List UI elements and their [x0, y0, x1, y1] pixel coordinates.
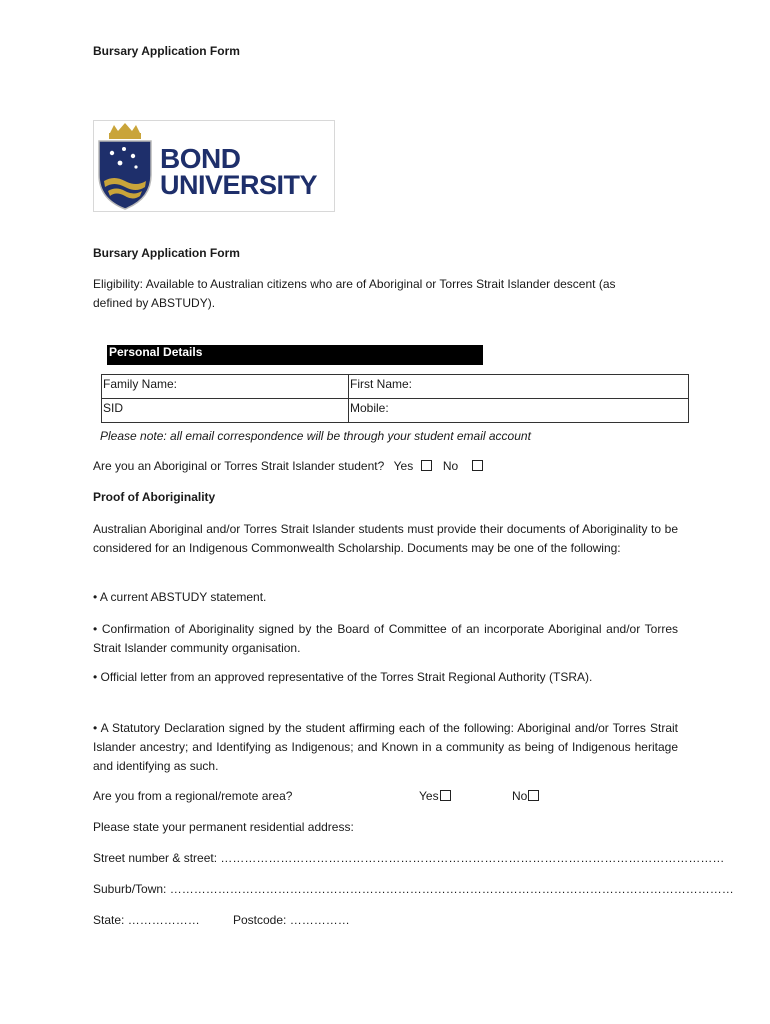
atsi-question-row [93, 459, 483, 473]
bullet-confirmation: • Confirmation of Aboriginality signed by the Board of Committee of an incorporate Aboriginal and/or Torres Strait Islander community organisation. [93, 622, 678, 655]
personal-details-label: Personal Details [109, 345, 203, 359]
regional-no-label: No [512, 789, 528, 803]
proof-heading: Proof of Aboriginality [93, 490, 216, 504]
atsi-yes-checkbox[interactable] [421, 460, 432, 471]
personal-details-table [101, 374, 689, 423]
eligibility-line-2: defined by ABSTUDY). [93, 296, 216, 310]
form-title: Bursary Application Form [93, 246, 240, 260]
bond-university-logo [93, 120, 335, 212]
proof-text: Australian Aboriginal and/or Torres Strait Islander students must provide their documents of Aboriginality to be considered for an Indigenous Commonwealth Scholarship. Documents may be one of the following: [93, 522, 678, 555]
bullet-tsra: • Official letter from an approved representative of the Torres Strait Regional Authority (TSRA). [93, 670, 593, 684]
atsi-no-label: No [442, 459, 459, 473]
header-title: Bursary Application Form [93, 44, 240, 58]
bullet-abstudy: • A current ABSTUDY statement. [93, 590, 267, 604]
regional-yes-label: Yes [419, 789, 439, 803]
first-name-field[interactable]: First Name: [349, 375, 689, 399]
suburb-field[interactable]: Suburb/Town: …………………………………………………………………………………………………………………………… [93, 882, 734, 896]
regional-yes-option [419, 789, 451, 803]
street-field[interactable]: Street number & street: ……………………………………………………………………………………………………………… [93, 851, 725, 865]
sid-field[interactable]: SID [102, 399, 349, 423]
atsi-question: Are you an Aboriginal or Torres Strait Islander student? [93, 459, 385, 473]
address-prompt: Please state your permanent residential address: [93, 820, 354, 834]
bullet-statutory-declaration: • A Statutory Declaration signed by the student affirming each of the following: Aboriginal and/or Torres Strait Islander ancestry; and Identifying as Indigenous; and Known in a community as being of Indigenous heritage and identifying as such. [93, 721, 678, 773]
email-note: Please note: all email correspondence will be through your student email account [100, 429, 531, 443]
regional-question: Are you from a regional/remote area? [93, 789, 293, 803]
postcode-field[interactable]: Postcode: …………… [233, 913, 350, 927]
personal-details-header [107, 345, 483, 365]
regional-no-option [512, 789, 539, 803]
state-field[interactable]: State: ……………… [93, 913, 200, 927]
regional-no-checkbox[interactable] [528, 790, 539, 801]
regional-yes-checkbox[interactable] [440, 790, 451, 801]
mobile-field[interactable]: Mobile: [349, 399, 689, 423]
family-name-field[interactable]: Family Name: [102, 375, 349, 399]
crest-icon [96, 123, 154, 209]
atsi-no-checkbox[interactable] [472, 460, 483, 471]
logo-line-university: UNIVERSITY [160, 170, 318, 200]
atsi-yes-label: Yes [393, 459, 414, 473]
logo-line-bond: BOND [160, 143, 241, 174]
eligibility-line-1: Eligibility: Available to Australian citizens who are of Aboriginal or Torres Strait Islander descent (as [93, 277, 616, 291]
